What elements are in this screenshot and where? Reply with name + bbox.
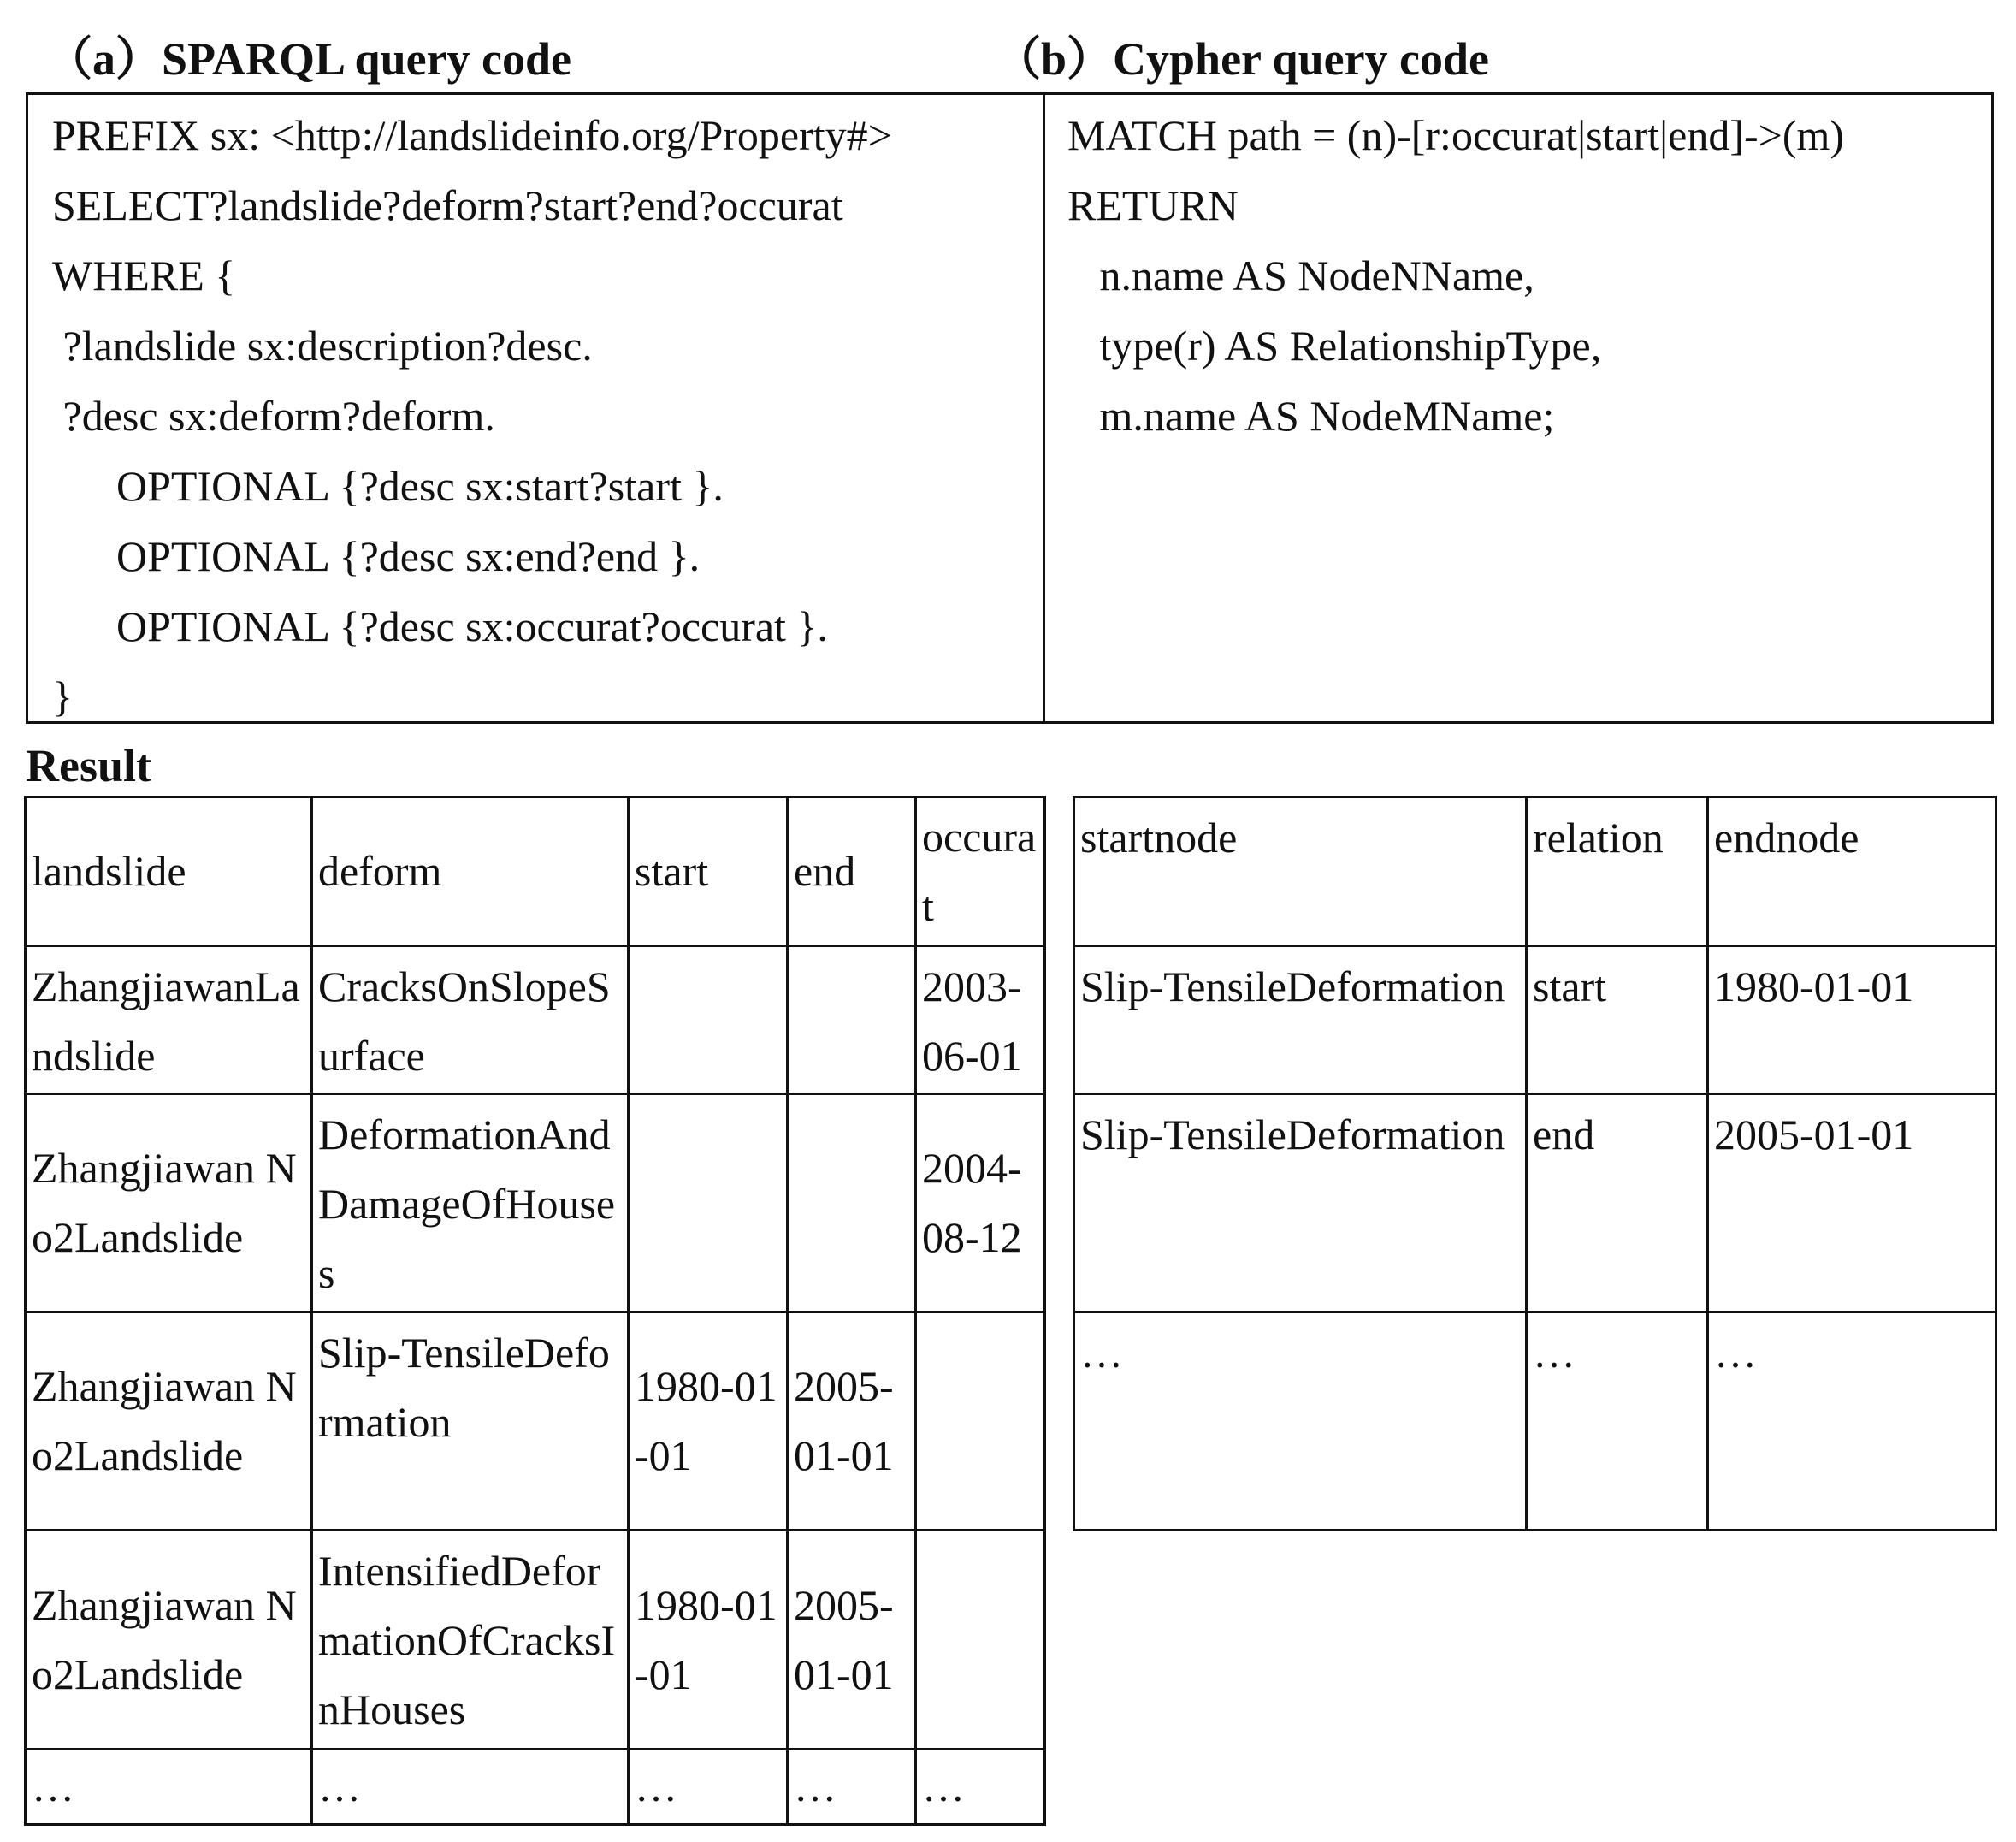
table-cell: [916, 1531, 1045, 1750]
sparql-code-line: ?landslide sx:description?desc.: [52, 322, 593, 370]
sparql-code-box: [26, 92, 1045, 724]
table-cell: …: [26, 1750, 312, 1825]
table-cell: 2004-08-12: [916, 1094, 1045, 1312]
table-cell: DeformationAndDamageOfHouses: [312, 1094, 629, 1312]
table-row: [26, 1094, 1045, 1312]
table-row: [26, 1312, 1045, 1531]
table-cell: Zhangjiawan No2Landslide: [26, 1094, 312, 1312]
header-cell: deform: [312, 797, 629, 946]
table-cell: ZhangjiawanLandslide: [26, 946, 312, 1094]
header-cell: relation: [1527, 797, 1708, 946]
table-cell: [788, 1094, 916, 1312]
table-cell: …: [1074, 1312, 1527, 1531]
table-cell: 1980-01-01: [629, 1531, 788, 1750]
table-cell: …: [916, 1750, 1045, 1825]
header-cell: startnode: [1074, 797, 1527, 946]
table-row: [1074, 1094, 1996, 1312]
sparql-code-line: OPTIONAL {?desc sx:end?end }.: [52, 532, 701, 580]
sparql-code-line: }: [52, 672, 73, 720]
cypher-code-line: type(r) AS RelationshipType,: [1067, 322, 1602, 370]
cypher-code-line: m.name AS NodeMName;: [1067, 392, 1555, 440]
table-cell: CracksOnSlopeSurface: [312, 946, 629, 1094]
table-row: [1074, 946, 1996, 1094]
sparql-code-line: PREFIX sx: <http://landslideinfo.org/Property#>: [52, 111, 892, 159]
header-cell: start: [629, 797, 788, 946]
cypher-result-table: [1073, 796, 1997, 1531]
table-cell: 2005-01-01: [1708, 1094, 1996, 1312]
table-cell: …: [1708, 1312, 1996, 1531]
table-cell: [788, 946, 916, 1094]
table-cell: 1980-01-01: [629, 1312, 788, 1531]
table-row: [1074, 1312, 1996, 1531]
cypher-heading: （b）Cypher query code: [995, 33, 1490, 85]
table-cell: 2003-06-01: [916, 946, 1045, 1094]
table-cell: Slip-TensileDeformation: [312, 1312, 629, 1531]
table-cell: IntensifiedDeformationOfCracksInHouses: [312, 1531, 629, 1750]
result-heading: Result: [26, 740, 151, 791]
table-cell: 2005-01-01: [788, 1531, 916, 1750]
table-cell: …: [312, 1750, 629, 1825]
table-row: [26, 1750, 1045, 1825]
cypher-code-line: MATCH path = (n)-[r:occurat|start|end]->(m): [1067, 111, 1845, 159]
table-cell: [916, 1312, 1045, 1531]
sparql-code-line: WHERE {: [52, 252, 236, 299]
table-cell: start: [1527, 946, 1708, 1094]
sparql-code-line: OPTIONAL {?desc sx:occurat?occurat }.: [52, 602, 828, 650]
table-header-row: [26, 797, 1045, 946]
table-cell: [629, 1094, 788, 1312]
table-cell: …: [788, 1750, 916, 1825]
table-cell: …: [629, 1750, 788, 1825]
cypher-code-line: n.name AS NodeNName,: [1067, 252, 1534, 299]
table-cell: Zhangjiawan No2Landslide: [26, 1312, 312, 1531]
table-cell: 1980-01-01: [1708, 946, 1996, 1094]
sparql-heading: （a）SPARQL query code: [46, 33, 572, 85]
table-cell: 2005-01-01: [788, 1312, 916, 1531]
header-cell: landslide: [26, 797, 312, 946]
sparql-code-line: SELECT?landslide?deform?start?end?occurat: [52, 181, 843, 229]
table-cell: Slip-TensileDeformation: [1074, 1094, 1527, 1312]
sparql-result-table: [24, 796, 1046, 1826]
cypher-code-box: [1043, 92, 1994, 724]
header-cell: end: [788, 797, 916, 946]
table-row: [26, 1531, 1045, 1750]
table-cell: [629, 946, 788, 1094]
table-row: [26, 946, 1045, 1094]
table-cell: end: [1527, 1094, 1708, 1312]
cypher-code-line: RETURN: [1067, 181, 1239, 229]
header-cell: occurat: [916, 797, 1045, 946]
table-cell: Zhangjiawan No2Landslide: [26, 1531, 312, 1750]
sparql-code-line: OPTIONAL {?desc sx:start?start }.: [52, 462, 724, 510]
table-cell: Slip-TensileDeformation: [1074, 946, 1527, 1094]
table-header-row: [1074, 797, 1996, 946]
table-cell: …: [1527, 1312, 1708, 1531]
sparql-code-line: ?desc sx:deform?deform.: [52, 392, 495, 440]
header-cell: endnode: [1708, 797, 1996, 946]
